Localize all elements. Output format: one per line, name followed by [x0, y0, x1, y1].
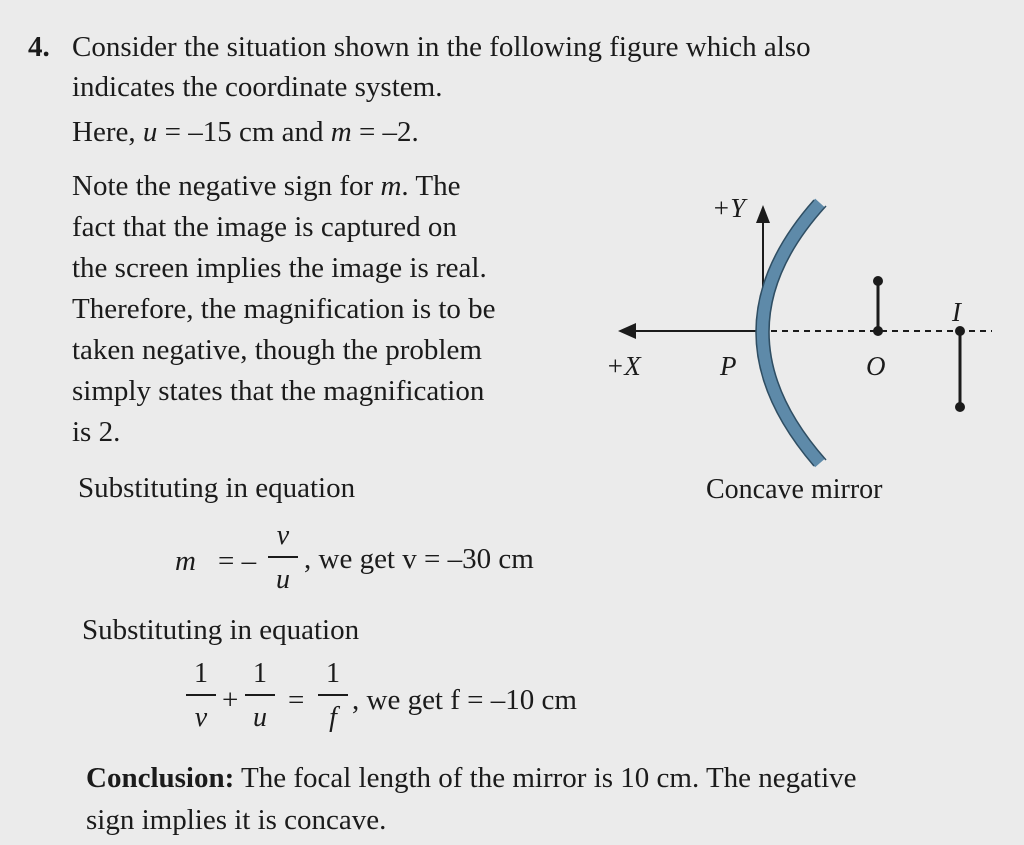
eq2-fraction-3 [318, 660, 348, 732]
given-m-val: = –2. [351, 116, 419, 148]
label-pole-p: P [720, 351, 737, 381]
given-values [72, 118, 419, 147]
label-image-i: I [952, 297, 961, 327]
eq2-plus: + [222, 684, 239, 716]
note-line-5: taken negative, though the problem [72, 334, 482, 366]
eq1-denominator: u [276, 564, 290, 595]
image-base-dot [955, 326, 965, 336]
eq2-f1-bar [186, 694, 216, 696]
label-object-o: O [866, 351, 886, 381]
conclusion-label: Conclusion: [86, 762, 235, 794]
eq2-f3-den: f [329, 702, 337, 733]
concave-mirror [763, 203, 821, 463]
eq2-f3-num: 1 [326, 658, 340, 689]
note-line-1 [72, 172, 460, 201]
eq1-result: , we get v = –30 cm [304, 543, 534, 575]
eq1-equals-minus: = – [218, 545, 257, 577]
note-text-b: . The [401, 170, 461, 202]
y-axis-arrowhead [756, 205, 770, 223]
problem-number: 4. [28, 31, 50, 63]
eq2-fraction-1 [186, 660, 216, 732]
given-u-var: u [142, 116, 158, 148]
note-line-3: the screen implies the image is real. [72, 252, 487, 284]
substituting-line-1: Substituting in equation [78, 472, 356, 504]
problem-line-1: Consider the situation shown in the following figure which also [72, 31, 811, 63]
image-tip-dot [955, 402, 965, 412]
note-line-4: Therefore, the magnification is to be [72, 293, 496, 325]
given-m-var: m [330, 116, 352, 148]
note-line-7: is 2. [72, 416, 121, 448]
object-top-dot [873, 276, 883, 286]
mirror-figure [600, 185, 1000, 505]
eq2-f1-num: 1 [194, 658, 208, 689]
eq1-fraction [268, 522, 298, 594]
substituting-line-2: Substituting in equation [82, 614, 360, 646]
note-m-var: m [380, 170, 402, 202]
figure-caption: Concave mirror [706, 474, 883, 505]
eq1-numerator: v [276, 520, 290, 551]
eq2-f1-den: v [194, 702, 208, 733]
eq2-f2-den: u [253, 702, 267, 733]
eq2-equals: = [288, 684, 305, 716]
eq1-fraction-bar [268, 556, 298, 558]
eq1-lhs: m [175, 545, 196, 577]
label-plus-x: +X [606, 351, 641, 381]
conclusion-line-2: sign implies it is concave. [86, 804, 387, 836]
eq2-f2-num: 1 [253, 658, 267, 689]
eq2-result: , we get f = –10 cm [352, 684, 577, 716]
conclusion-text: The focal length of the mirror is 10 cm. The negative [234, 762, 857, 794]
given-u-val: = –15 cm and [157, 116, 331, 148]
given-here: Here, [72, 116, 136, 148]
mirror-outline-right [769, 206, 826, 460]
eq2-f3-bar [318, 694, 348, 696]
note-text-a: Note the negative sign for [72, 170, 381, 202]
eq2-f2-bar [245, 694, 275, 696]
label-plus-y: +Y [712, 193, 746, 223]
problem-line-2: indicates the coordinate system. [72, 71, 443, 103]
conclusion-line-1 [86, 764, 857, 793]
x-axis-arrowhead [618, 323, 636, 339]
object-base-dot [873, 326, 883, 336]
eq2-fraction-2 [245, 660, 275, 732]
note-line-6: simply states that the magnification [72, 375, 485, 407]
note-line-2: fact that the image is captured on [72, 211, 457, 243]
